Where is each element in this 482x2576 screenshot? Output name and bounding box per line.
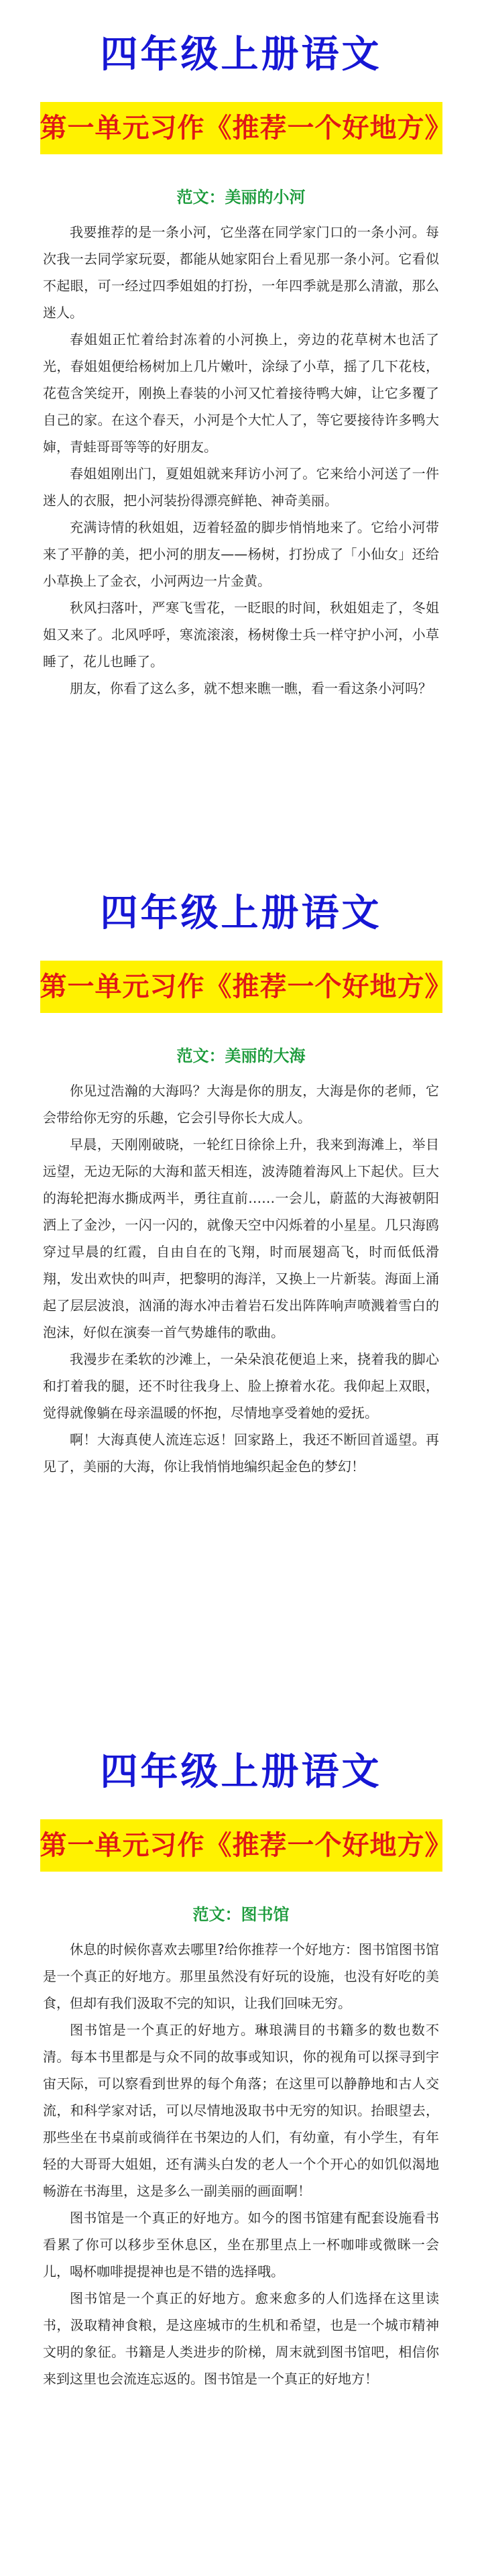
main-title: 四年级上册语文	[100, 1750, 382, 1794]
essay-body	[0, 211, 482, 702]
section-sea	[0, 885, 482, 1480]
essay-paragraph: 早晨，天刚刚破晓，一轮红日徐徐上升，我来到海滩上，举目远望，无边无际的大海和蓝天相连，波涛随着海风上下起伏。巨大的海轮把海水撕成两半，勇往直前……一会儿，蔚蓝的大海被朝阳洒上了金沙，一闪一闪的，就像天空中闪烁着的小星星。几只海鸥穿过早晨的红霞，自由自在的飞翔，时而展翅高飞，时而低低滑翔，发出欢快的叫声，把黎明的海洋，又换上一片新装。海面上涌起了层层波浪，汹涌的海水冲击着岩石发出阵阵响声喷溅着雪白的泡沫，好似在演奏一首气势雄伟的歌曲。	[43, 1136, 439, 1340]
section-library	[0, 1744, 482, 2392]
essay-title: 范文：美丽的小河	[176, 188, 306, 207]
essay-paragraph: 我漫步在柔软的沙滩上，一朵朵浪花便追上来，挠着我的脚心和打着我的腿，还不时往我身上、脸上撩着水花。我仰起上双眼，觉得就像躺在母亲温暖的怀抱，尽情地享受着她的爱抚。	[43, 1351, 439, 1421]
essay-paragraph: 啊！大海真使人流连忘返！回家路上，我还不断回首遥望。再见了，美丽的大海，你让我悄悄地编织起金色的梦幻！	[43, 1432, 439, 1474]
unit-title-banner: 第一单元习作《推荐一个好地方》	[40, 961, 442, 1013]
essay-paragraph: 春姐姐正忙着给封冻着的小河换上，旁边的花草树木也活了光，春姐姐便给杨树加上几片嫩叶，涂绿了小草，摇了几下花枝，花苞含笑绽开，刚换上春装的小河又忙着接待鸭大婶，让它多覆了自己的家。在这个春天，小河是个大忙人了，等它要接待许多鸭大婶，青蛙哥哥等等的好朋友。	[43, 331, 439, 455]
main-title: 四年级上册语文	[100, 892, 382, 935]
essay-paragraph: 充满诗情的秋姐姐，迈着轻盈的脚步悄悄地来了。它给小河带来了平静的美，把小河的朋友——杨树，打扮成了「小仙女」还给小草换上了金衣，小河两边一片金黄。	[43, 519, 439, 589]
essay-title: 范文：美丽的大海	[176, 1046, 306, 1065]
essay-paragraph: 图书馆是一个真正的好地方。琳琅满目的书籍多的数也数不清。每本书里都是与众不同的故事或知识，你的视角可以探寻到宇宙天际，可以察看到世界的每个角落；在这里可以静静地和古人交流，和科学家对话，可以尽情地汲取书中无穷的知识。抬眼望去，那些坐在书桌前或徜徉在书架边的人们，有幼童，有小学生，有年轻的大哥哥大姐姐，还有满头白发的老人一个个开心的如饥似渴地畅游在书海里，这是多么一副美丽的画面啊！	[43, 2022, 439, 2199]
essay-paragraph: 你见过浩瀚的大海吗？大海是你的朋友，大海是你的老师，它会带给你无穷的乐趣，它会引导你长大成人。	[43, 1083, 439, 1126]
essay-title: 范文：图书馆	[192, 1905, 290, 1924]
essay-paragraph: 图书馆是一个真正的好地方。愈来愈多的人们选择在这里读书，汲取精神食粮，是这座城市的生机和希望，也是一个城市精神文明的象征。书籍是人类进步的阶梯，周末就到图书馆吧，相信你来到这里也会流连忘返的。图书馆是一个真正的好地方！	[43, 2290, 439, 2387]
essay-paragraph: 图书馆是一个真正的好地方。如今的图书馆建有配套设施看书看累了你可以移步至休息区，坐在那里点上一杯咖啡或微眯一会儿，喝杯咖啡提提神也是不错的选择哦。	[43, 2210, 439, 2279]
essay-paragraph: 我要推荐的是一条小河，它坐落在同学家门口的一条小河。每次我一去同学家玩耍，都能从她家阳台上看见那一条小河。它看似不起眼，可一经过四季姐姐的打扮，一年四季就是那么清澈，那么迷人。	[43, 224, 439, 321]
unit-title-banner: 第一单元习作《推荐一个好地方》	[40, 102, 442, 154]
essay-paragraph: 春姐姐刚出门，夏姐姐就来拜访小河了。它来给小河送了一件迷人的衣服，把小河装扮得漂亮鲜艳、神奇美丽。	[43, 466, 439, 508]
main-title: 四年级上册语文	[100, 33, 382, 76]
essay-body	[0, 1069, 482, 1480]
essay-body	[0, 1928, 482, 2392]
essay-paragraph: 休息的时候你喜欢去哪里?给你推荐一个好地方：图书馆图书馆是一个真正的好地方。那里虽然没有好玩的设施，也没有好吃的美食，但却有我们汲取不完的知识，让我们回味无穷。	[43, 1941, 439, 2011]
section-river	[0, 27, 482, 702]
unit-title-banner: 第一单元习作《推荐一个好地方》	[40, 1819, 442, 1872]
essay-paragraph: 朋友，你看了这么多，就不想来瞧一瞧，看一看这条小河吗？	[70, 680, 432, 696]
essay-paragraph: 秋风扫落叶，严寒飞雪花，一眨眼的时间，秋姐姐走了，冬姐姐又来了。北风呼呼，寒流滚滚，杨树像士兵一样守护小河，小草睡了，花儿也睡了。	[43, 600, 439, 669]
